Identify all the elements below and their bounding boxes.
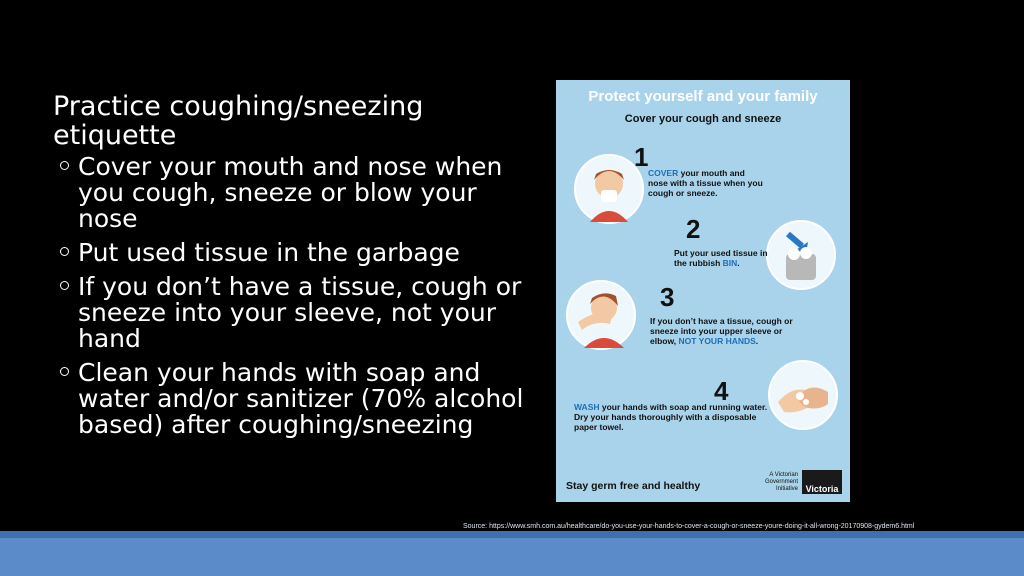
footer-bar — [0, 538, 1024, 576]
poster-subheading: Cover your cough and sneeze — [624, 113, 782, 125]
bullet-item: Cover your mouth and nose when you cough, sneeze or blow your nose — [60, 154, 540, 232]
bullet-marker-icon — [60, 161, 69, 170]
rubbish-bin-icon — [766, 220, 836, 290]
person-sneezing-into-elbow-icon — [566, 280, 636, 350]
slide-title: Practice coughing/sneezing etiquette — [53, 91, 424, 151]
step-number: 1 — [634, 142, 649, 172]
step-number: 2 — [686, 214, 701, 244]
footer-bar-dark — [0, 531, 1024, 538]
source-citation: Source: https://www.smh.com.au/healthcare/do-you-use-your-hands-to-cover-a-cough-or-sneeze-youre-doing-it-all-wrong-20170908-gydem6.html — [463, 523, 915, 530]
bullet-list — [60, 154, 540, 446]
hand-washing-icon — [768, 360, 838, 430]
bullet-item: Put used tissue in the garbage — [60, 240, 540, 266]
step-number: 3 — [660, 282, 675, 312]
government-initiative-text: A Victorian Government Initiative — [764, 472, 798, 492]
step-text: Put your used tissue in the rubbish BIN. — [674, 248, 768, 268]
step-text: WASH your hands with soap and running water. Dry your hands thoroughly with a disposable paper towel. — [574, 402, 768, 432]
step-text: If you don’t have a tissue, cough or sneeze into your upper sleeve or elbow, NOT YOUR HANDS. — [650, 316, 793, 346]
hygiene-poster-image — [556, 80, 850, 502]
bullet-marker-icon — [60, 281, 69, 290]
poster-footer: Stay germ free and healthy — [566, 480, 701, 492]
step-number: 4 — [714, 376, 729, 406]
bullet-item: Clean your hands with soap and water and/or sanitizer (70% alcohol based) after coughing/sneezing — [60, 360, 540, 438]
step-text: COVER your mouth and nose with a tissue when you cough or sneeze. — [648, 168, 763, 198]
poster-heading: Protect yourself and your family — [588, 88, 818, 105]
bullet-marker-icon — [60, 367, 69, 376]
bullet-marker-icon — [60, 247, 69, 256]
bullet-item: If you don’t have a tissue, cough or sneeze into your sleeve, not your hand — [60, 274, 540, 352]
victoria-logo: Victoria — [802, 470, 842, 494]
